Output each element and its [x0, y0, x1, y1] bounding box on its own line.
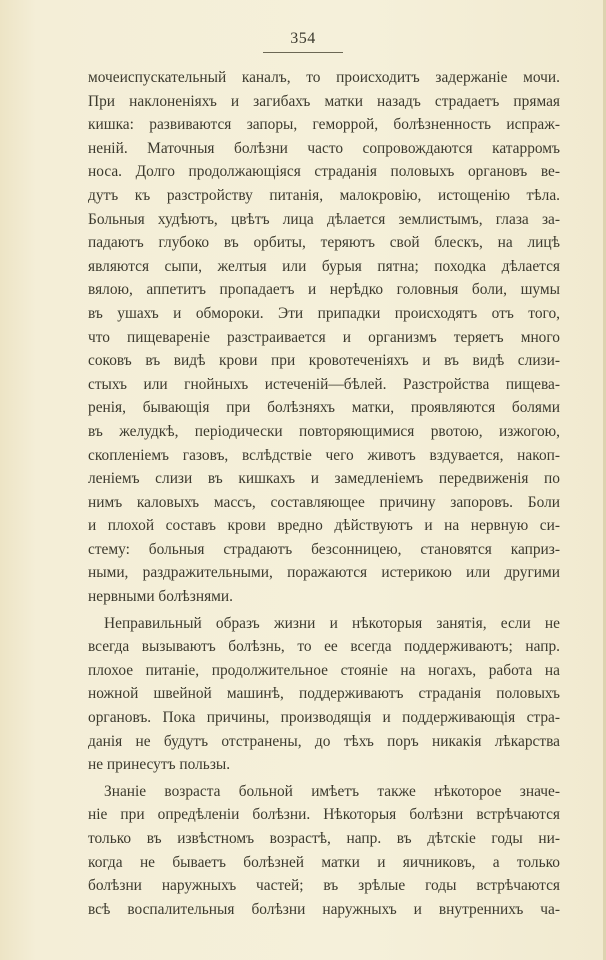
text-line: ножной швейной машинѣ, поддерживаютъ страданія половыхъ	[88, 685, 560, 703]
text-line: ніе при опредѣленіи болѣзни. Нѣкоторыя болѣзни встрѣчаются	[88, 806, 560, 824]
text-line: органовъ. Пока причины, производящія и поддерживающія стра-	[88, 709, 560, 727]
text-line: плохое питаніе, продолжительное стояніе на ногахъ, работа на	[88, 661, 560, 679]
text-line: дутъ къ разстройству питанія, малокровію, истощенію тѣла.	[88, 186, 560, 204]
text-line: стему: больныя страдаютъ безсонницею, становятся каприз-	[88, 540, 560, 558]
text-line: Знаніе возраста больной имѣетъ также нѣкоторое значе-	[104, 782, 560, 800]
text-line: всегда вызываютъ болѣзнь, то ее всегда поддерживаютъ; напр.	[88, 638, 560, 656]
text-line: мочеиспускательный каналъ, то происходитъ задержаніе мочи.	[88, 69, 560, 86]
text-line: При наклоненіяхъ и загибахъ матки назадъ страдаетъ прямая	[88, 92, 560, 110]
text-line: леніемъ слизи въ кишкахъ и замедленіемъ передвиженія по	[88, 470, 560, 488]
text-line: нимъ каловыхъ массъ, составляющее причину запоровъ. Боли	[88, 493, 560, 511]
text-line: въ ушахъ и обмороки. Эти припадки происходятъ отъ того,	[88, 304, 560, 322]
text-line: являются сыпи, желтыя или бурыя пятна; походка дѣлается	[88, 257, 560, 275]
text-line: кишка: развиваются запоры, геморрой, болѣзненность испраж-	[88, 116, 560, 134]
text-line: ными, раздражительными, поражаются истерикою или другими	[88, 564, 560, 582]
text-line: и плохой составъ крови вредно дѣйствуютъ и на нервную си-	[88, 517, 560, 535]
text-line: болѣзни наружныхъ частей; въ зрѣлые годы встрѣчаются	[88, 877, 560, 895]
text-line: въ желудкѣ, періодически повторяющимися рвотою, изжогою,	[88, 422, 560, 440]
text-line: что пищевареніе разстраивается и организмъ теряетъ много	[88, 328, 560, 346]
paragraph-1	[88, 66, 560, 609]
text-line: носа. Долго продолжающіяся страданія половыхъ органовъ ве-	[88, 163, 560, 181]
text-line: Неправильный образъ жизни и нѣкоторыя занятія, если не	[104, 614, 560, 632]
text-line: всѣ воспалительныя болѣзни наружныхъ и внутреннихъ ча-	[88, 900, 560, 918]
text-line: данія не будутъ отстранены, до тѣхъ поръ никакія лѣкарства	[88, 732, 560, 750]
paragraph-2	[88, 612, 560, 777]
page-number: 354	[290, 30, 316, 47]
text-line: падаютъ глубоко въ орбиты, теряютъ свой блескъ, на лицѣ	[88, 234, 560, 252]
text-line: только въ извѣстномъ возрастѣ, напр. въ дѣтскіе годы ни-	[88, 830, 560, 847]
text-line: ренія, бывающія при болѣзняхъ матки, проявляются болями	[88, 399, 560, 417]
text-line: нервными болѣзнями.	[88, 588, 234, 606]
text-line: скопленіемъ газовъ, вслѣдствіе чего животъ вздувается, накоп-	[88, 446, 560, 464]
text-line: неній. Маточныя болѣзни часто сопровождаются катарромъ	[88, 139, 560, 157]
body-text	[88, 66, 560, 921]
paragraph-3	[88, 780, 560, 922]
text-line: стыхъ или гнойныхъ истеченій—бѣлей. Разстройства пищева-	[88, 375, 560, 393]
text-line: не принесутъ пользы.	[88, 756, 231, 774]
text-line: вялою, аппетитъ пропадаетъ и нерѣдко головныя боли, шумы	[88, 281, 560, 299]
text-line: соковъ въ видѣ крови при кровотеченіяхъ и въ видѣ слизи-	[88, 352, 560, 370]
text-line: Больныя худѣютъ, цвѣтъ лица дѣлается землистымъ, глаза за-	[88, 210, 560, 228]
page-number-rule	[263, 52, 343, 53]
text-line: когда не бываетъ болѣзней матки и яичниковъ, а только	[88, 853, 560, 871]
